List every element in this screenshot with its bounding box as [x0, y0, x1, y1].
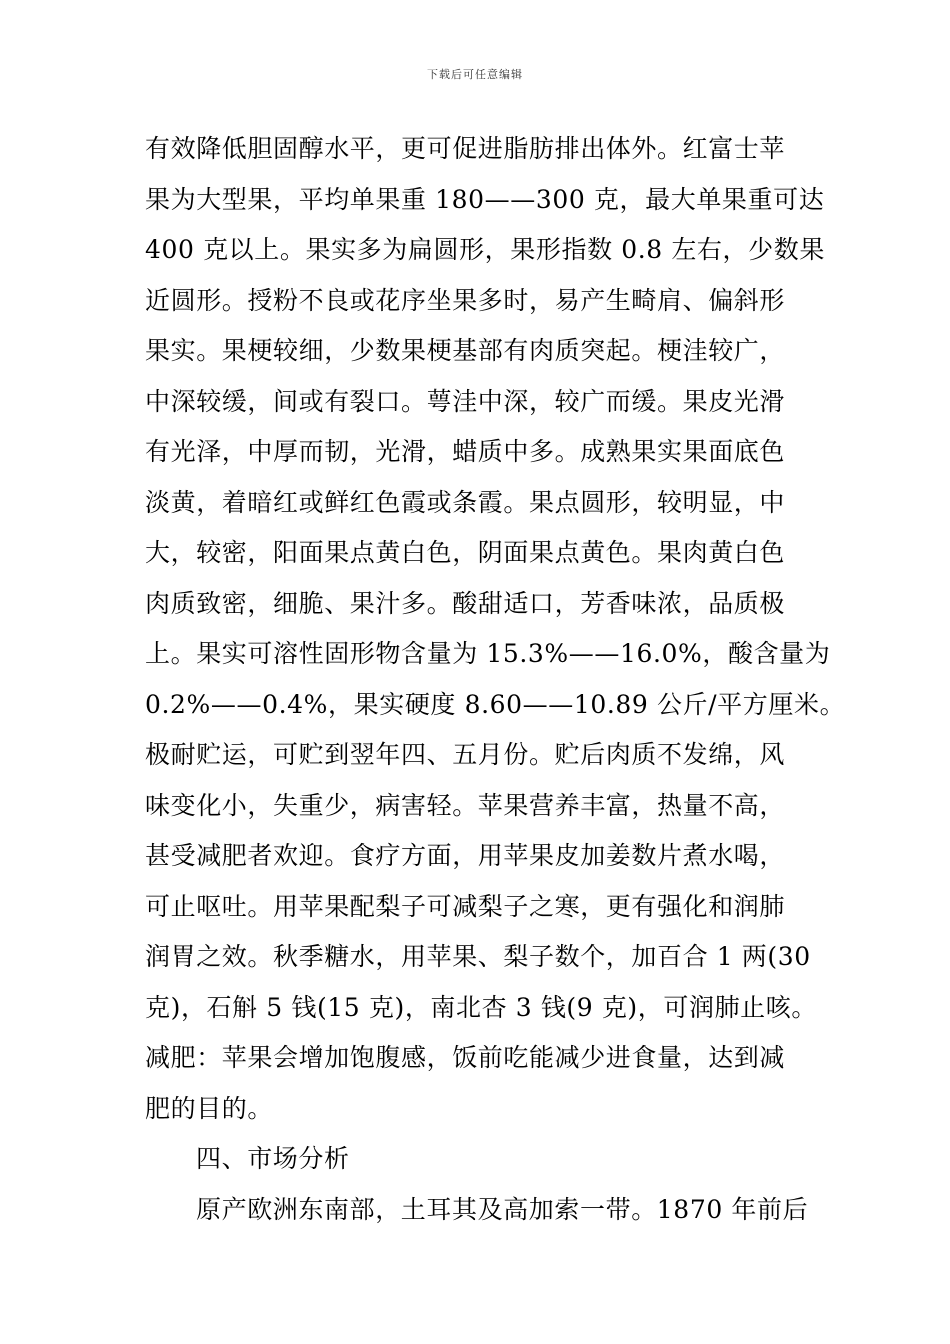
header-note: 下载后可任意编辑: [427, 68, 523, 81]
text-line: 中深较缓，间或有裂口。萼洼中深，较广而缓。果皮光滑: [145, 386, 786, 416]
text-line: 原产欧洲东南部，土耳其及高加索一带。1870 年前后: [196, 1194, 809, 1224]
text-line: 0.2%——0.4%，果实硬度 8.60——10.89 公斤/平方厘米。: [145, 689, 846, 719]
text-line: 淡黄，着暗红或鲜红色霞或条霞。果点圆形，较明显，中: [145, 487, 786, 517]
text-line: 极耐贮运，可贮到翌年四、五月份。贮后肉质不发绵，风: [145, 740, 786, 769]
text-line: 近圆形。授粉不良或花序坐果多时，易产生畸肩、偏斜形: [145, 285, 786, 315]
text-line: 果实。果梗较细，少数果梗基部有肉质突起。梗洼较广，: [145, 336, 786, 365]
text-line: 味变化小，失重少，病害轻。苹果营养丰富，热量不高，: [145, 790, 786, 820]
text-line: 有光泽，中厚而韧，光滑，蜡质中多。成熟果实果面底色: [145, 437, 786, 466]
text-line: 润胃之效。秋季糖水，用苹果、梨子数个，加百合 1 两(30: [145, 942, 811, 971]
text-line: 上。果实可溶性固形物含量为 15.3%——16.0%，酸含量为: [145, 639, 831, 668]
text-line: 克)，石斛 5 钱(15 克)，南北杏 3 钱(9 克)，可润肺止咳。: [145, 992, 817, 1022]
body-text: [145, 124, 846, 1235]
text-line: 可止呕吐。用苹果配梨子可减梨子之寒，更有强化和润肺: [145, 891, 786, 921]
text-line: 果为大型果，平均单果重 180——300 克，最大单果重可达: [145, 184, 825, 214]
text-line: 肉质致密，细脆、果汁多。酸甜适口，芳香味浓，品质极: [145, 588, 786, 618]
text-line: 400 克以上。果实多为扁圆形，果形指数 0.8 左右，少数果: [145, 235, 825, 264]
text-line: 大，较密，阳面果点黄白色，阴面果点黄色。果肉黄白色: [145, 538, 786, 567]
text-line: 减肥：苹果会增加饱腹感，饭前吃能减少进食量，达到减: [145, 1043, 786, 1072]
text-line: 有效降低胆固醇水平，更可促进脂肪排出体外。红富士苹: [145, 134, 786, 163]
text-line: 甚受减肥者欢迎。食疗方面，用苹果皮加姜数片煮水喝，: [145, 841, 786, 870]
section-heading: 四、市场分析: [196, 1144, 350, 1173]
text-line: 肥的目的。: [145, 1093, 274, 1123]
